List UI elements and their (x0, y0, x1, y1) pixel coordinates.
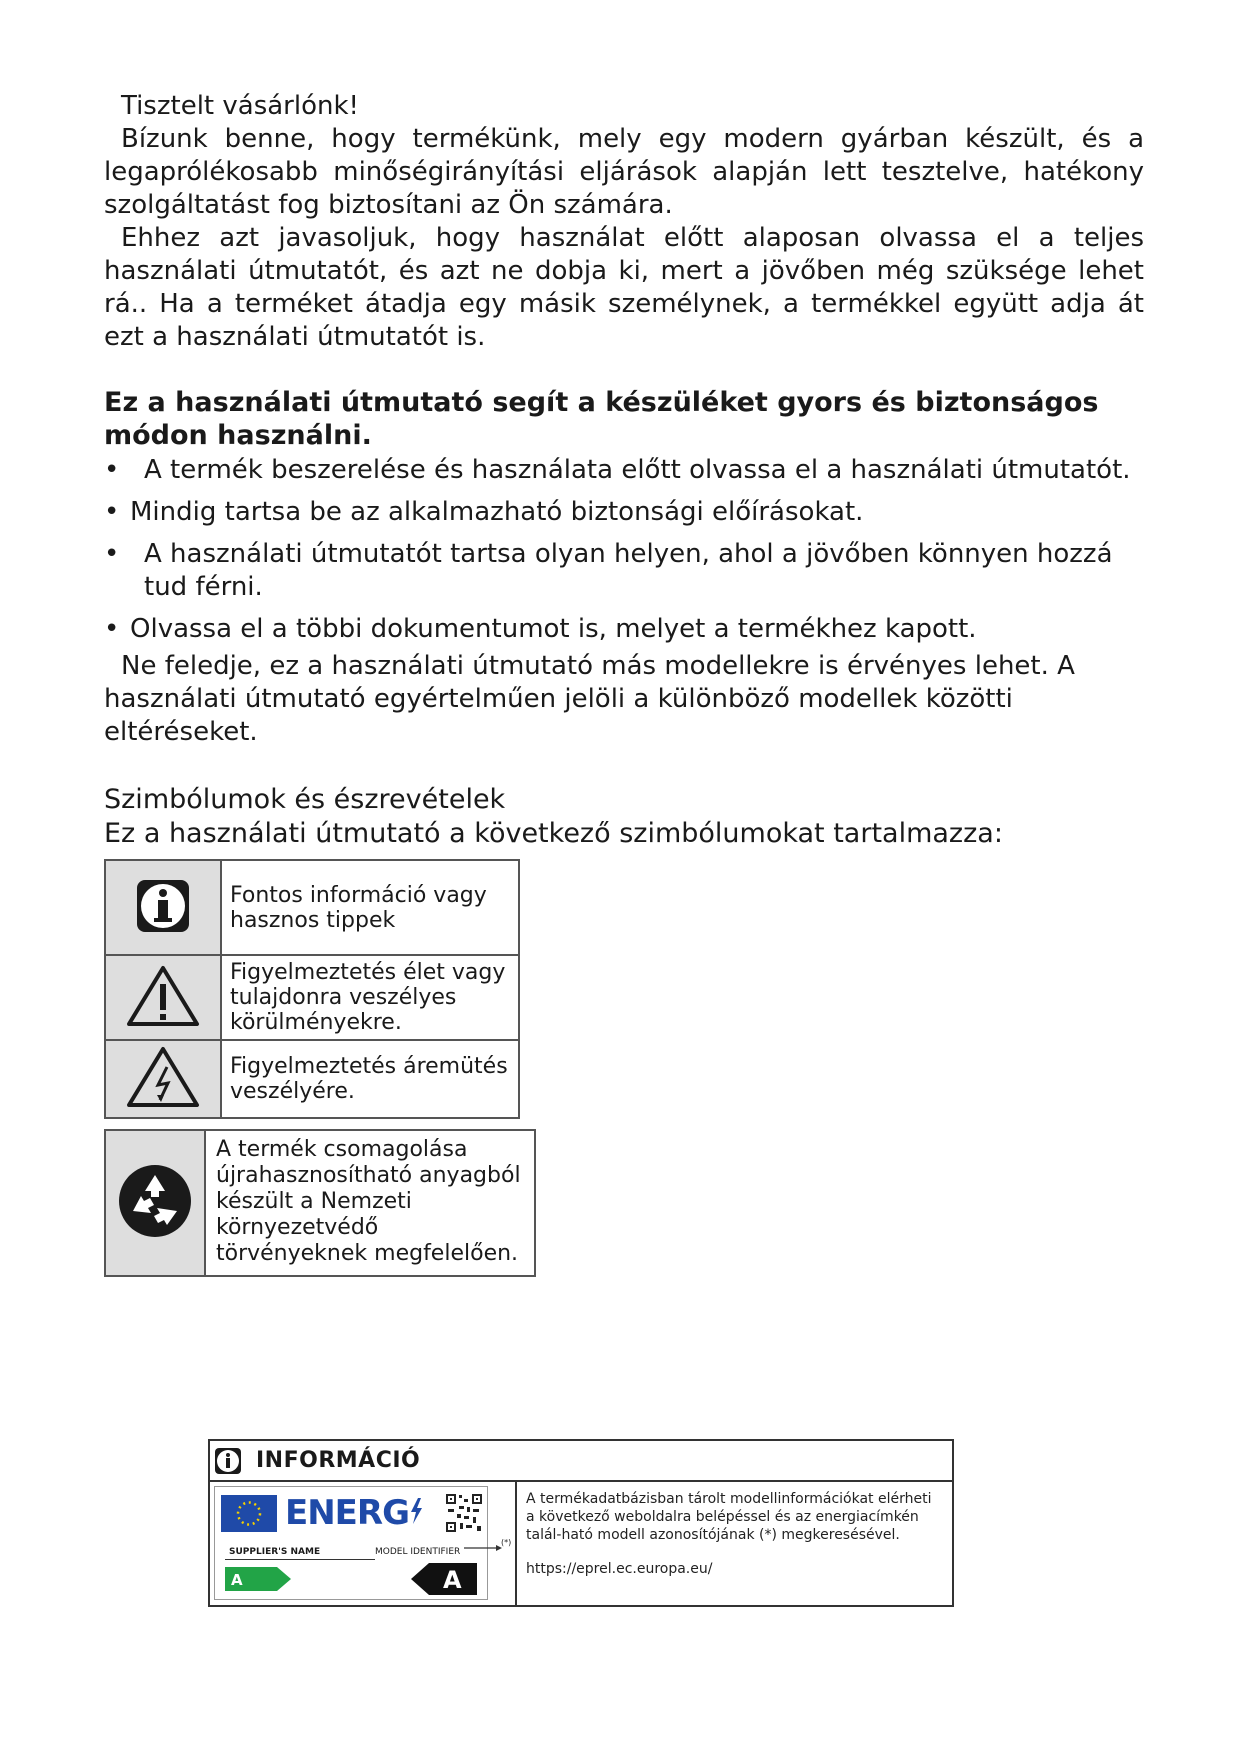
intro-paragraph-1: Bízunk benne, hogy termékünk, mely egy modern gyárban készült, és a legaprólékosabb minőségirányítási eljárások alapján lett tesztelve, hatékony szolgáltatást fog biztosítani az Ön számára. (104, 124, 1144, 220)
info-icon (214, 1447, 242, 1475)
recycle-table (104, 1129, 536, 1277)
arrow-right-icon (464, 1544, 502, 1552)
supplier-name: SUPPLIER'S NAME (229, 1547, 321, 1557)
list-item: • A használati útmutatót tartsa olyan helyen, ahol a jövőben könnyen hozzá tud férni. (104, 539, 1113, 602)
eprel-link[interactable]: https://eprel.ec.europa.eu/ (526, 1561, 713, 1577)
table-row (105, 955, 519, 1040)
energy-label (214, 1486, 488, 1600)
footnote-star: (*) (501, 1538, 512, 1547)
guide-heading: Ez a használati útmutató segít a készüléket gyors és biztonságos módon használni. (104, 387, 1099, 451)
qr-code-icon (445, 1493, 483, 1533)
info-title: INFORMÁCIÓ (256, 1448, 421, 1473)
table-row (105, 1130, 535, 1276)
symbol-description: Fontos információ vagy hasznos tippek (221, 860, 519, 955)
divider-line (225, 1559, 375, 1560)
intro (104, 90, 1144, 354)
list-item: • A termék beszerelése és használata előtt olvassa el a használati útmutatót. (104, 455, 1131, 485)
recycle-icon (117, 1163, 193, 1239)
info-header (210, 1441, 952, 1482)
bolt-icon (409, 1498, 423, 1524)
eu-flag-icon (221, 1495, 277, 1532)
energy-word: ENERG (285, 1493, 423, 1533)
model-identifier: MODEL IDENTIFIER (375, 1547, 461, 1557)
symbols-subtitle: Ez a használati útmutató a következő szimbólumokat tartalmazza: (104, 818, 1003, 849)
page-content (104, 90, 1144, 1277)
models-note: Ne feledje, ez a használati útmutató más modellekre is érvényes lehet. A használati útmutató egyértelműen jelöli a különböző modellek közötti eltéréseket. (104, 651, 1075, 747)
energy-class-bar-green (225, 1567, 291, 1591)
list-item: • Mindig tartsa be az alkalmazható biztonsági előírásokat. (104, 497, 864, 527)
warning-icon (125, 964, 201, 1028)
symbol-description: Figyelmeztetés élet vagy tulajdonra veszélyes körülményekre. (221, 955, 519, 1040)
symbols-table (104, 859, 520, 1119)
guide-bullets (104, 454, 1144, 646)
info-icon (135, 878, 191, 934)
symbol-description: A termék csomagolása újrahasznosítható anyagból készült a Nemzeti környezetvédő törvényeknek megfelelően. (205, 1130, 535, 1276)
symbol-description: Figyelmeztetés áremütés veszélyére. (221, 1040, 519, 1118)
symbols-title: Szimbólumok és észrevételek (104, 784, 506, 815)
table-row (105, 1040, 519, 1118)
list-item: • Olvassa el a többi dokumentumot is, melyet a termékhez kapott. (104, 614, 977, 644)
intro-paragraph-2: Ehhez azt javasoljuk, hogy használat előtt alaposan olvassa el a teljes használati útmutatót, és azt ne dobja ki, mert a jövőben még szüksége lehet rá.. Ha a terméket átadja egy másik személynek, a termékkel együtt adja át ezt a használati útmutatót is. (104, 223, 1144, 352)
electric-shock-icon (125, 1045, 201, 1109)
greeting: Tisztelt vásárlónk! (121, 91, 359, 121)
energy-class-pointer (411, 1563, 477, 1595)
energy-class-left: A (231, 1571, 243, 1589)
info-text: A termékadatbázisban tárolt modellinformációkat elérheti a következő weboldalra belépéssel és az energiacímkén talál-ható modell azonosítójának (*) megkeresésével. (526, 1491, 932, 1543)
table-row (105, 860, 519, 955)
energy-label-area (210, 1482, 517, 1607)
energy-class-right: A (443, 1566, 462, 1594)
info-box (208, 1439, 954, 1607)
